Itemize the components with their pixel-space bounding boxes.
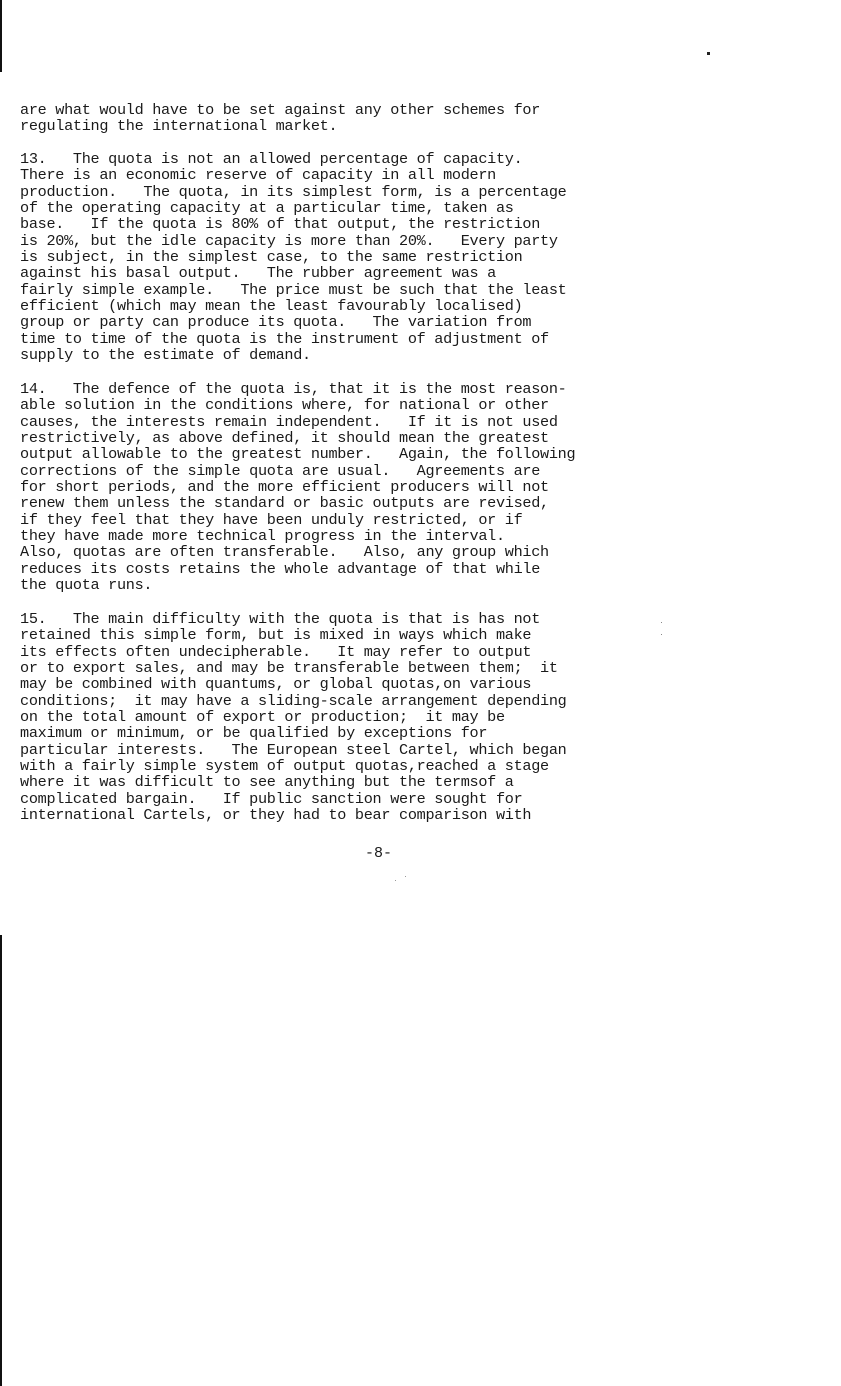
paragraph-15: 15. The main difficulty with the quota is that is has not retained this simple form, but is mixed in ways which make its effects often undecipherable. It may refer to output or to export sales, and may be transferable between them; it may be combined with quantums, or global quotas,on various conditions; it may have a sliding-scale arrangement depending on the total amount of export or production; it may be maximum or minimum, or be qualified by exceptions for particular interests. The European steel Cartel, which began with a fairly simple system of output quotas,reached a stage where it was difficult to see anything but the termsof a complicated bargain. If public sanction were sought for international Cartels, or they had to bear comparison with bbox=[20, 610, 567, 825]
scan-margin-mark bbox=[0, 0, 2, 72]
scan-speck bbox=[661, 622, 662, 623]
scan-speck bbox=[707, 52, 710, 55]
scan-speck bbox=[661, 634, 662, 635]
page-number: -8- bbox=[365, 845, 393, 862]
paragraph-13: 13. The quota is not an allowed percentage of capacity. There is an economic reserve of capacity in all modern production. The quota, in its simplest form, is a percentage of the operating capacity at a particular time, taken as base. If the quota is 80% of that output, the restriction is 20%, but the idle capacity is more than 20%. Every party is subject, in the simplest case, to the same restriction against his basal output. The rubber agreement was a fairly simple example. The price must be such that the least efficient (which may mean the least favourably localised) group or party can produce its quota. The variation from time to time of the quota is the instrument of adjustment of supply to the estimate of demand. bbox=[20, 150, 567, 365]
scan-speck bbox=[405, 876, 406, 877]
scan-speck bbox=[395, 880, 396, 881]
scan-margin-mark bbox=[0, 935, 2, 1386]
paragraph-continuation: are what would have to be set against any other schemes for regulating the international market. bbox=[20, 101, 541, 136]
paragraph-14: 14. The defence of the quota is, that it is the most reason- able solution in the conditions where, for national or other causes, the interests remain independent. If it is not used restrictively, as above defined, it should mean the greatest output allowable to the greatest number. Again, the following corrections of the simple quota are usual. Agreements are for short periods, and the more efficient producers will not renew them unless the standard or basic outputs are revised, if they feel that they have been unduly restricted, or if they have made more technical progress in the interval. Also, quotas are often transferable. Also, any group which reduces its costs retains the whole advantage of that while the quota runs. bbox=[20, 380, 576, 595]
